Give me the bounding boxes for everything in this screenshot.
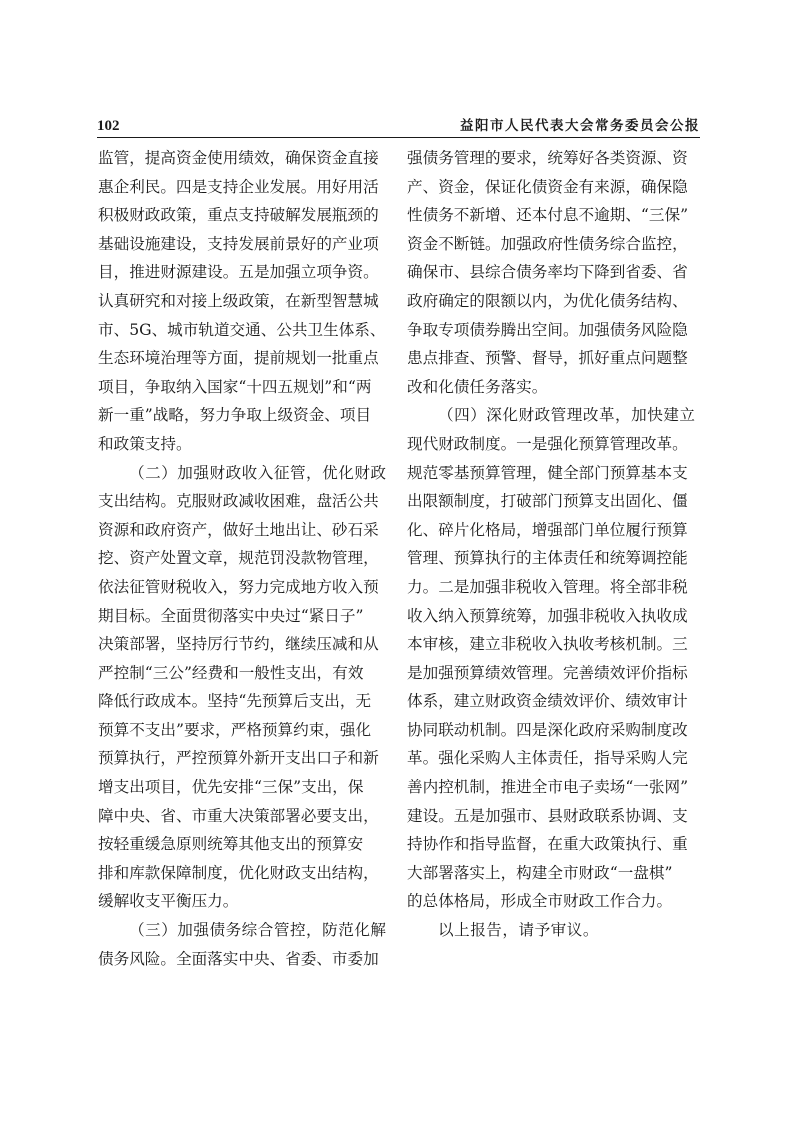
text-line: 监管，提高资金使用绩效，确保资金直接 [98,149,379,167]
text-line: 改和化债任务落实。 [407,377,548,396]
text-line: （二）加强财政收入征管，优化财政 [129,463,387,482]
text-line: 性债务不新增、还本付息不逾期、“三保” [407,206,689,225]
text-line: 挖、资产处置文章，规范罚没款物管理， [98,549,379,568]
right-column [407,144,701,974]
header-rule [97,137,700,138]
text-line: 协同联动机制。四是深化政府采购制度改 [407,720,688,739]
text-line: 市、5G、城市轨道交通、公共卫生体系、 [98,320,386,339]
text-line: 强债务管理的要求，统筹好各类资源、资 [407,149,688,167]
text-line: 化、碎片化格局，增强部门单位履行预算 [407,520,688,539]
text-line: 以上报告，请予审议。 [438,921,599,940]
text-line: 现代财政制度。一是强化预算管理改革。 [407,434,688,453]
page-header [97,116,700,136]
text-line: 规范零基预算管理，健全部门预算基本支 [407,463,688,482]
text-line: 基础设施建设，支持发展前景好的产业项 [98,234,379,253]
text-line: 和政策支持。 [98,434,192,453]
text-line: 降低行政成本。坚持“先预算后支出，无 [98,692,372,711]
text-line: 债务风险。全面落实中央、省委、市委加 [98,949,379,968]
text-line: 革。强化采购人主体责任，指导采购人完 [407,749,688,768]
text-line: 缓解收支平衡压力。 [98,892,239,911]
text-line: 是加强预算绩效管理。完善绩效评价指标 [407,663,688,682]
text-line: 争取专项债券腾出空间。加强债务风险隐 [407,320,688,339]
text-line: 认真研究和对接上级政策，在新型智慧城 [98,291,379,310]
text-line: 目，推进财源建设。五是加强立项争资。 [98,263,379,282]
text-line: 确保市、县综合债务率均下降到省委、省 [407,263,688,282]
text-line: 增支出项目，优先安排“三保”支出，保 [98,778,364,797]
text-line: 障中央、省、市重大决策部署必要支出， [98,806,379,825]
text-line: 产、资金，保证化债资金有来源，确保隐 [407,177,688,196]
text-line: 本审核，建立非税收入执收考核机制。三 [407,635,688,654]
text-line: 项目，争取纳入国家“十四五规划”和“两 [98,377,372,396]
text-line: 体系，建立财政资金绩效评价、绩效审计 [407,692,688,711]
publication-title: 益阳市人民代表大会常务委员会公报 [460,118,700,134]
text-line: 惠企利民。四是支持企业发展。用好用活 [98,177,379,196]
text-line: （四）深化财政管理改革，加快建立 [438,406,696,425]
text-line: 收入纳入预算统筹，加强非税收入执收成 [407,606,688,625]
text-line: 大部署落实上，构建全市财政“一盘棋” [407,863,673,882]
text-line: 持协作和指导监督，在重大政策执行、重 [407,835,688,854]
text-line: 新一重”战略，努力争取上级资金、项目 [98,406,372,425]
text-line: 建设。五是加强市、县财政联系协调、支 [407,806,688,825]
text-line: 预算不支出”要求，严格预算约束，强化 [98,720,372,739]
text-line: 生态环境治理等方面，提前规划一批重点 [98,349,379,368]
text-line: 善内控机制，推进全市电子卖场“一张网” [407,778,689,797]
text-line: 出限额制度，打破部门预算支出固化、僵 [407,492,688,511]
text-line: 严控制“三公”经费和一般性支出，有效 [98,663,364,682]
text-line: 排和库款保障制度，优化财政支出结构， [98,863,379,882]
page-number: 102 [97,118,120,134]
text-line: 依法征管财税收入，努力完成地方收入预 [98,577,379,596]
text-line: 预算执行，严控预算外新开支出口子和新 [98,749,379,768]
text-line: （三）加强债务综合管控，防范化解 [129,921,387,940]
text-line: 期目标。全面贯彻落实中央过“紧日子” [98,606,364,625]
text-line: 力。二是加强非税收入管理。将全部非税 [407,577,688,596]
text-line: 决策部署，坚持厉行节约，继续压减和从 [98,635,379,654]
text-line: 的总体格局，形成全市财政工作合力。 [407,892,673,911]
text-line: 资源和政府资产，做好土地出让、砂石采 [98,520,379,539]
text-line: 政府确定的限额以内，为优化债务结构、 [407,291,688,310]
text-line: 患点排查、预警、督导，抓好重点问题整 [407,349,688,368]
text-line: 支出结构。克服财政减收困难，盘活公共 [98,492,379,511]
left-column [98,144,392,974]
text-line: 积极财政政策，重点支持破解发展瓶颈的 [98,206,379,225]
text-line: 资金不断链。加强政府性债务综合监控， [407,234,688,253]
text-line: 按轻重缓急原则统筹其他支出的预算安 [98,835,364,854]
text-line: 管理、预算执行的主体责任和统筹调控能 [407,549,688,568]
